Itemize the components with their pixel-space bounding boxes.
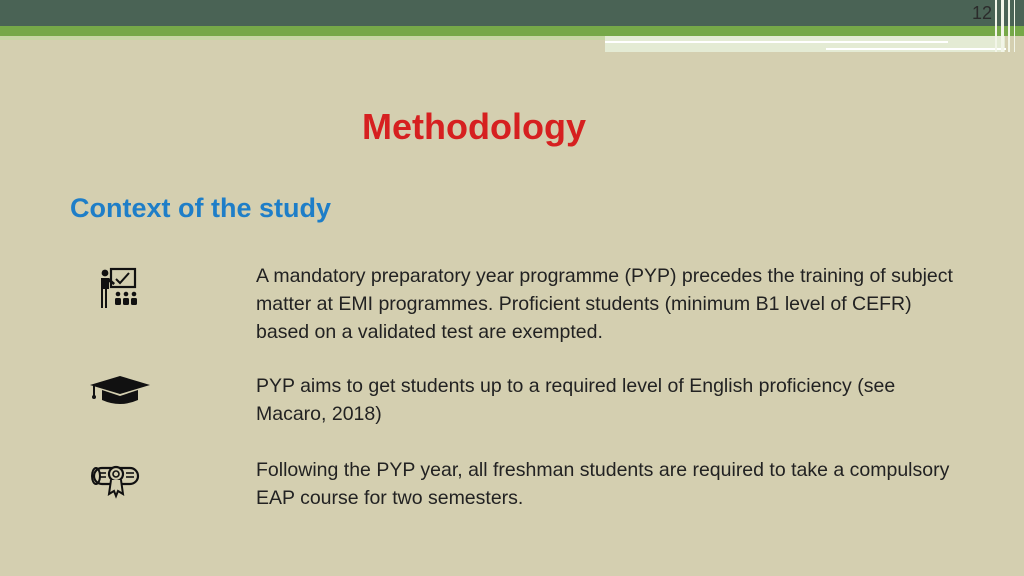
graduation-cap-icon xyxy=(88,372,148,422)
header-vertical-stripe xyxy=(1014,0,1015,52)
header-stripe xyxy=(605,41,948,43)
header-vertical-stripe xyxy=(995,0,997,52)
header-bar xyxy=(0,0,1024,26)
header-band-left xyxy=(0,36,605,40)
page-number: 12 xyxy=(971,3,992,23)
slide-subtitle: Context of the study xyxy=(70,193,331,223)
slide-title: Methodology xyxy=(362,106,586,147)
header-vertical-stripe xyxy=(1001,0,1004,52)
header-accent-line xyxy=(0,26,1024,36)
item-text: A mandatory preparatory year programme (PYP) precedes the training of subject matter at EMI programmes. Proficient students (minimum B1 level of CEFR) based on a validated test are exempted. xyxy=(256,265,953,343)
item-text: PYP aims to get students up to a required level of English proficiency (see Macaro, 2018) xyxy=(256,375,896,425)
header-vertical-stripe xyxy=(1008,0,1010,52)
teacher-classroom-icon xyxy=(95,262,155,312)
item-text: Following the PYP year, all freshman students are required to take a compulsory EAP course for two semesters. xyxy=(256,459,950,509)
header-stripe xyxy=(826,48,1006,50)
diploma-certificate-icon xyxy=(88,458,148,508)
